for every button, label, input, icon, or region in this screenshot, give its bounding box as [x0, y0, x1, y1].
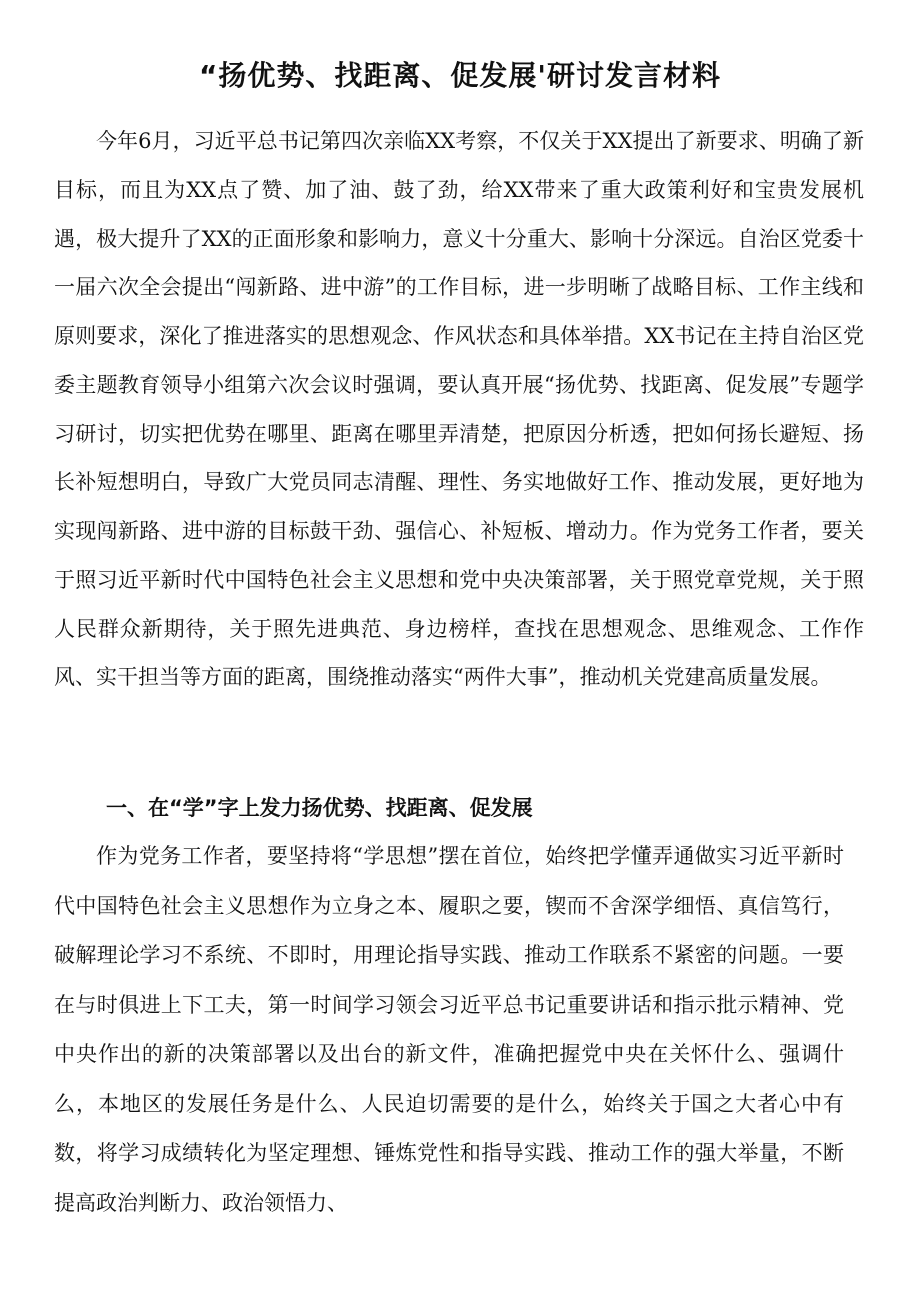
document-title: “扬优势、找距离、促发展'研讨发言材料	[199, 59, 721, 92]
intro-paragraph: 今年6月，习近平总书记第四次亲临XX考察，不仅关于XX提出了新要求、明确了新目标，而且为XX点了赞、加了油、鼓了劲，给XX带来了重大政策利好和宝贵发展机遇，极大提升了XX的正面形象和影响力，意义十分重大、影响十分深远。自治区党委十一届六次全会提出“闯新路、进中游”的工作目标，进一步明晰了战略目标、工作主线和原则要求，深化了推进落实的思想观念、作风状态和具体举措。XX书记在主持自治区党委主题教育领导小组第六次会议时强调，要认真开展“扬优势、找距离、促发展”专题学习研讨，切实把优势在哪里、距离在哪里弄清楚，把原因分析透，把如何扬长避短、扬长补短想明白，导致广大党员同志清醒、理性、务实地做好工作、推动发展，更好地为实现闯新路、进中游的目标鼓干劲、强信心、补短板、增动力。作为党务工作者，要关于照习近平新时代中国特色社会主义思想和党中央决策部署，关于照党章党规，关于照人民群众新期待，关于照先进典范、身边榜样，查找在思想观念、思维观念、工作作风、实干担当等方面的距离，围绕推动落实“两件大事”，推动机关党建高质量发展。	[54, 129, 864, 690]
section-1-heading: 一、在“学”字上发力扬优势、找距离、促发展	[106, 796, 533, 820]
section-1-paragraph: 作为党务工作者，要坚持将“学思想”摆在首位，始终把学懂弄通做实习近平新时代中国特色社会主义思想作为立身之本、履职之要，锲而不舍深学细悟、真信笃行，破解理论学习不系统、不即时，用理论指导实践、推动工作联系不紧密的问题。一要在与时俱进上下工夫，第一时间学习领会习近平总书记重要讲话和指示批示精神、党中央作出的新的决策部署以及出台的新文件，准确把握党中央在关怀什么、强调什么，本地区的发展任务是什么、人民迫切需要的是什么，始终关于国之大者心中有数，将学习成绩转化为坚定理想、锤炼党性和指导实践、推动工作的强大举量，不断提高政治判断力、政治领悟力、	[54, 844, 844, 1215]
